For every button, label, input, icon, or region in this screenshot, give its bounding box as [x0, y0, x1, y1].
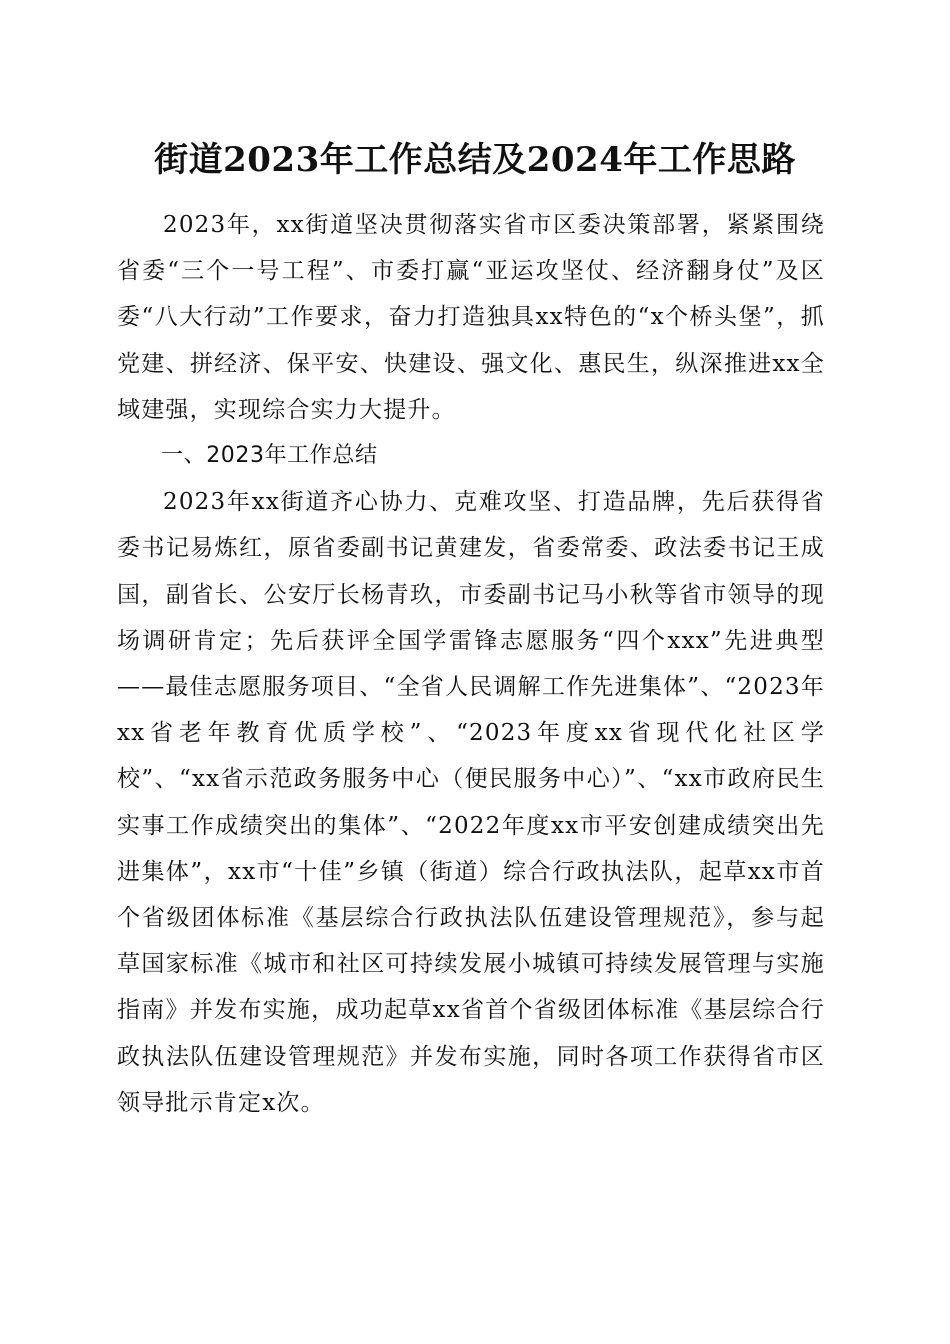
document-title: 街道2023年工作总结及2024年工作思路 [154, 140, 796, 180]
section-heading: 一、2023年工作总结 [161, 443, 378, 469]
section-paragraph: 2023年xx街道齐心协力、克难攻坚、打造品牌，先后获得省委书记易炼红，原省委副书记黄建发，省委常委、政法委书记王成国，副省长、公安厅长杨青玖，市委副书记马小秋等省市领导的现场调研肯定；先后获评全国学雷锋志愿服务“四个xxx”先进典型——最佳志愿服务项目、“全省人民调解工作先进集体”、“2023年xx省老年教育优质学校”、“2023年度xx省现代化社区学校”、“xx省示范政务服务中心（便民服务中心）”、“xx市政府民生实事工作成绩突出的集体”、“2022年度xx市平安创建成绩突出先进集体”，xx市“十佳”乡镇（街道）综合行政执法队，起草xx市首个省级团体标准《基层综合行政执法队伍建设管理规范》，参与起草国家标准《城市和社区可持续发展小城镇可持续发展管理与实施指南》并发布实施，成功起草xx省首个省级团体标准《基层综合行政执法队伍建设管理规范》并发布实施，同时各项工作获得省市区领导批示肯定x次。 [117, 489, 825, 1116]
intro-paragraph: 2023年，xx街道坚决贯彻落实省市区委决策部署，紧紧围绕省委“三个一号工程”、市委打赢“亚运攻坚仗、经济翻身仗”及区委“八大行动”工作要求，奋力打造独具xx特色的“x个桥头堡”，抓党建、拼经济、保平安、快建设、强文化、惠民生，纵深推进xx全域建强，实现综合实力大提升。 [117, 212, 825, 423]
document-body [117, 202, 825, 1126]
